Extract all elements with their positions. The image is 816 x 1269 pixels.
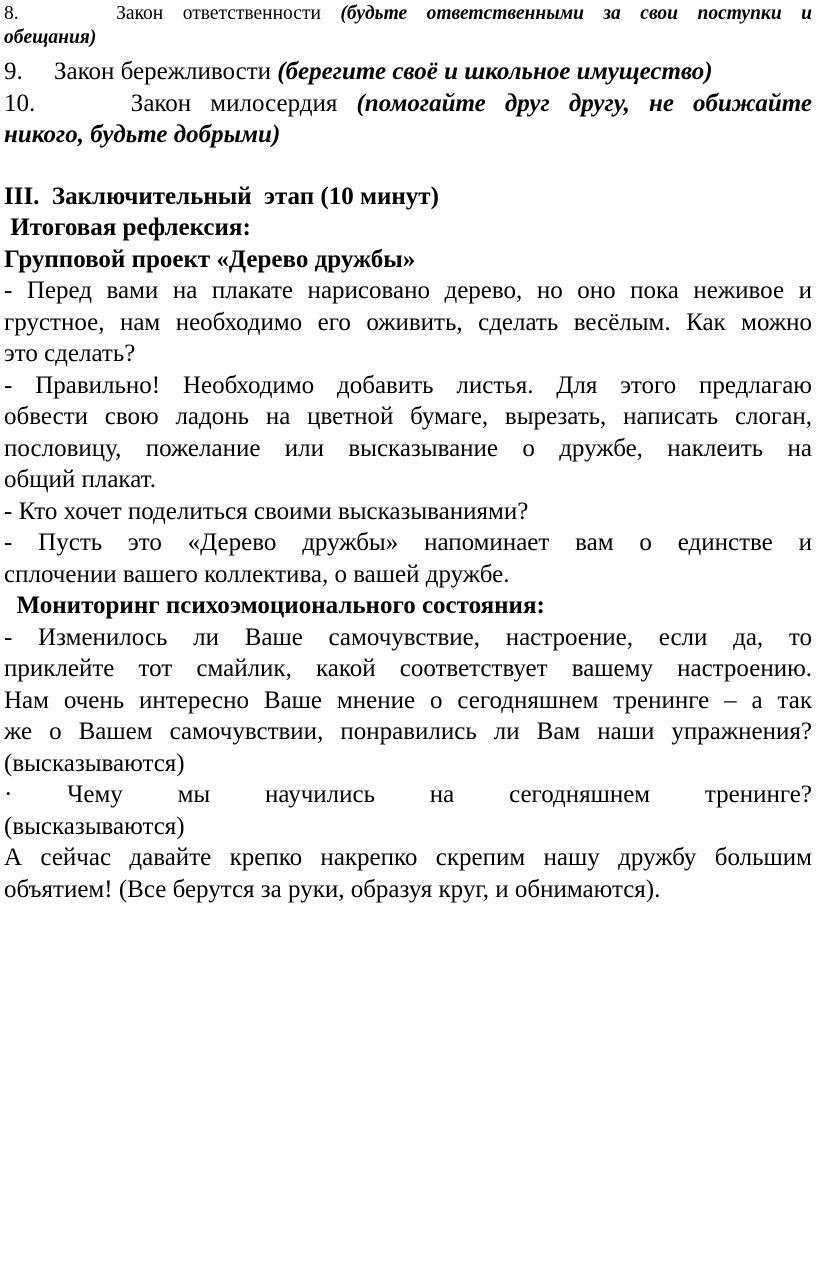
- law-9-line: [4, 56, 812, 88]
- paragraph-2-line-4: общий плакат.: [4, 466, 156, 493]
- law-8-name: Закон ответственности: [116, 3, 321, 24]
- law-10-name: Закон милосердия: [130, 89, 338, 117]
- paragraph-7-line-1: А сейчас давайте крепко накрепко скрепим нашу дружбу большим: [4, 844, 812, 871]
- law-10-line-2: никого, будьте добрыми): [4, 121, 281, 148]
- paragraph-5-line-2: приклейте тот смайлик, какой соответствует вашему настроению.: [4, 655, 812, 682]
- paragraph-5-line-1: - Изменилось ли Ваше самочувствие, настроение, если да, то: [4, 623, 812, 651]
- paragraph-6-line-2: (высказываются): [4, 812, 185, 840]
- paragraph-4-line-1: - Пусть это «Дерево дружбы» напоминает вам о единстве и: [4, 529, 812, 556]
- law-8-note: (будьте ответственными за свои поступки и: [340, 3, 813, 24]
- paragraph-1-line-2: грустное, нам необходимо его оживить, сделать весёлым. Как можно: [4, 308, 812, 336]
- paragraph-4-line-2: сплочении вашего коллектива, о вашей дружбе.: [4, 560, 510, 588]
- paragraph-7-line-2: объятием! (Все берутся за руки, образуя круг, и обнимаются).: [4, 875, 661, 903]
- paragraph-1-line-1: - Перед вами на плакате нарисовано дерево, но оно пока неживое и: [4, 277, 812, 304]
- law-10-note: (помогайте друг другу, не обижайте: [356, 89, 812, 117]
- paragraph-5-line-3: Нам очень интересно Ваше мнение о сегодняшнем тренинге – а так: [4, 686, 812, 714]
- stage-heading: III. Заключительный этап (10 минут): [4, 182, 439, 210]
- law-8-line-2: обещания): [4, 27, 97, 48]
- law-9-name: Закон бережливости: [54, 58, 271, 85]
- document-page: [4, 0, 812, 905]
- law-8-line-1: [4, 0, 812, 26]
- paragraph-2-line-1: - Правильно! Необходимо добавить листья. Для этого предлагаю: [4, 371, 812, 399]
- law-8-number: 8.: [4, 3, 19, 24]
- law-9-note: (берегите своё и школьное имущество): [277, 58, 713, 85]
- paragraph-6-line-1: · Чему мы научились на сегодняшнем тренинге?: [4, 781, 812, 808]
- paragraph-2-line-2: обвести свою ладонь на цветной бумаге, вырезать, написать слоган,: [4, 403, 812, 430]
- reflection-heading: Итоговая рефлексия:: [4, 214, 251, 241]
- paragraph-3-line-1: - Кто хочет поделиться своими высказываниями?: [4, 497, 529, 525]
- monitoring-heading: Мониторинг психоэмоционального состояния:: [4, 592, 545, 619]
- law-10-number: 10.: [4, 89, 36, 117]
- paragraph-1-line-3: это сделать?: [4, 340, 136, 367]
- law-10-line-1: [4, 88, 812, 120]
- law-9-number: 9.: [4, 58, 23, 85]
- paragraph-5-line-5: (высказываются): [4, 749, 185, 777]
- project-heading: Групповой проект «Дерево дружбы»: [4, 245, 416, 273]
- paragraph-5-line-4: же о Вашем самочувствии, понравились ли Вам наши упражнения?: [4, 718, 812, 745]
- blank-spacer: [4, 151, 812, 181]
- paragraph-2-line-3: пословицу, пожелание или высказывание о дружбе, наклеить на: [4, 434, 812, 462]
